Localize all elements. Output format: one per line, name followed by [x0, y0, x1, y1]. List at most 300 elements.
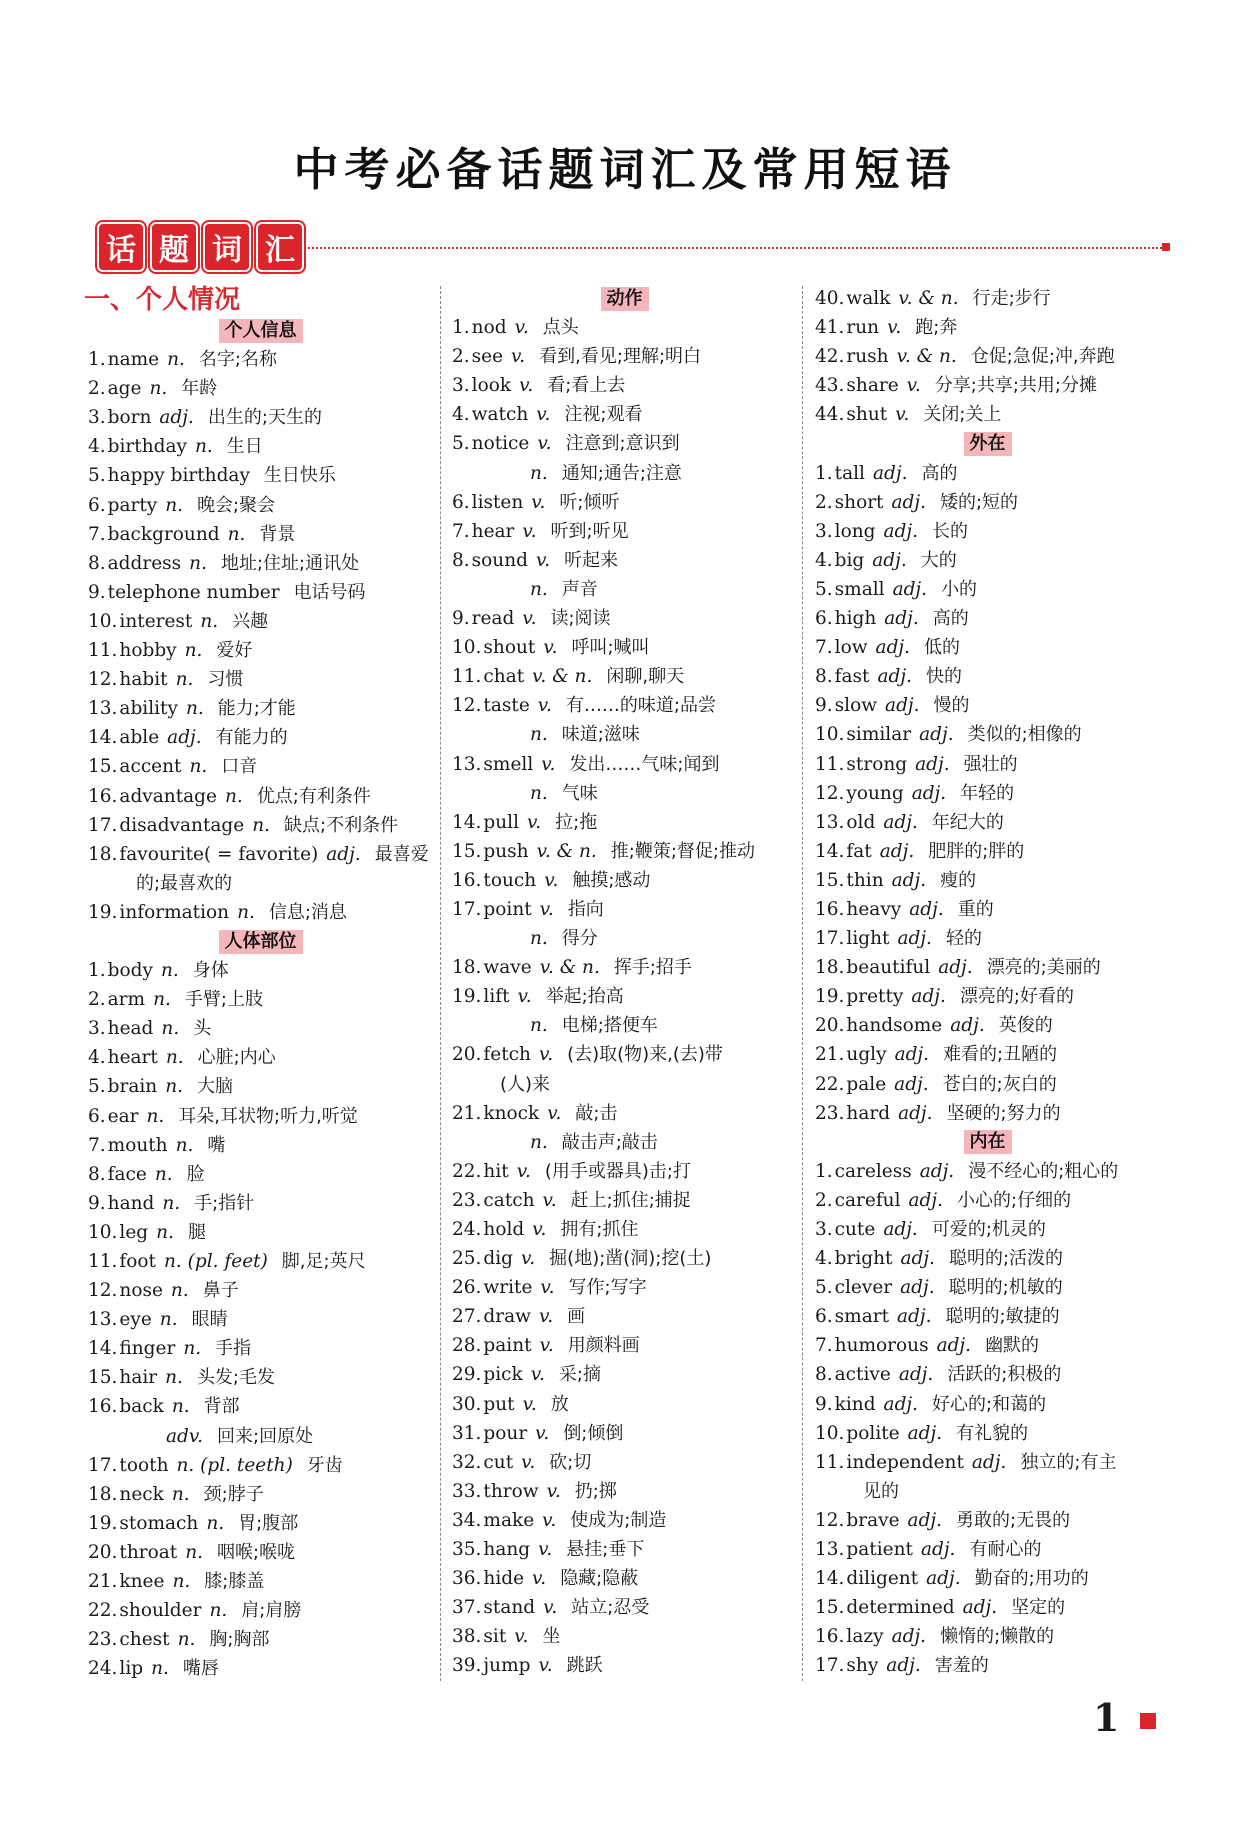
entry-word: head — [107, 1018, 154, 1040]
vocab-entry — [88, 1131, 433, 1160]
entry-word: paint — [483, 1335, 532, 1357]
entry-word: make — [483, 1509, 535, 1531]
entry-word: determined — [846, 1597, 955, 1619]
entry-pos: n. — [227, 523, 246, 545]
entry-pos: n. — [530, 1131, 548, 1153]
entry-word: hit — [483, 1160, 509, 1182]
entry-pos: v. & n. — [539, 957, 600, 979]
entry-meaning: 能力;才能 — [217, 698, 296, 720]
entry-word: hang — [483, 1539, 531, 1561]
entry-meaning: 听起来 — [564, 549, 619, 571]
entry-number: 4. — [815, 549, 833, 571]
entry-word: sound — [471, 549, 528, 571]
vocab-entry — [815, 1448, 1160, 1477]
entry-word: background — [107, 523, 220, 545]
entry-meaning: 分享;共享;共用;分摊 — [934, 375, 1097, 397]
entry-word: address — [107, 552, 182, 574]
entry-meaning: 手指 — [215, 1338, 252, 1360]
entry-pos: n. — [224, 785, 243, 807]
vocab-entry — [88, 1072, 433, 1101]
entry-word: see — [471, 346, 504, 368]
entry-meaning: 牙齿 — [306, 1454, 343, 1476]
entry-number: 31. — [452, 1422, 482, 1444]
vocab-entry — [452, 1040, 797, 1069]
entry-number: 28. — [452, 1335, 482, 1357]
entry-number: 23. — [815, 1102, 845, 1124]
entry-number: 4. — [88, 1047, 106, 1069]
entry-word: stomach — [119, 1512, 199, 1534]
entry-meaning: 见的 — [863, 1480, 899, 1502]
entry-pos: n. — [177, 1629, 196, 1651]
entry-number: 17. — [452, 898, 482, 920]
entry-meaning: 类似的;相像的 — [967, 724, 1082, 746]
entry-pos: n. — [165, 1367, 183, 1389]
entry-word: eye — [119, 1309, 152, 1331]
vocab-entry — [88, 491, 433, 520]
vocab-entry — [815, 488, 1160, 517]
entry-pos: v. — [543, 1597, 558, 1619]
entry-word: nose — [119, 1280, 163, 1302]
entry-word: push — [483, 840, 529, 862]
entry-word: chest — [119, 1629, 170, 1651]
entry-word: pour — [483, 1422, 528, 1444]
entry-pos: adj. — [891, 869, 927, 891]
entry-pos: v. — [538, 1306, 554, 1328]
entry-pos: n. — [159, 1309, 178, 1331]
entry-word: accent — [119, 756, 182, 778]
vocab-entry — [815, 1186, 1160, 1215]
entry-pos: v. — [535, 1422, 550, 1444]
entry-word: birthday — [107, 436, 187, 458]
subsection-heading — [815, 1128, 1160, 1157]
vocab-entry — [815, 604, 1160, 633]
entry-number: 4. — [452, 404, 470, 426]
entry-pos: v. — [539, 1335, 554, 1357]
entry-meaning: 英俊的 — [998, 1015, 1053, 1037]
vocab-entry — [88, 782, 433, 811]
entry-word: pull — [483, 811, 520, 833]
vocab-entry — [452, 400, 797, 429]
entry-number: 12. — [88, 669, 118, 691]
entry-pos: v. — [547, 1102, 562, 1124]
vocab-entry — [452, 517, 797, 546]
entry-number: 7. — [815, 637, 833, 659]
entry-pos: adj. — [915, 753, 950, 775]
entry-meaning: 读;阅读 — [550, 608, 611, 630]
vocab-entry — [452, 1622, 797, 1651]
entry-meaning: 矮的;短的 — [939, 491, 1019, 513]
entry-meaning: 脚,足;英尺 — [281, 1251, 366, 1272]
entry-pos: v. — [521, 1451, 536, 1473]
entry-meaning: 胃;腹部 — [238, 1512, 299, 1534]
entry-pos: v. — [538, 1044, 554, 1066]
entry-pos: adj. — [885, 695, 920, 717]
entry-number: 21. — [452, 1102, 482, 1124]
entry-number: 11. — [452, 666, 482, 688]
entry-number: 2. — [815, 1189, 833, 1211]
entry-pos: n. — [161, 1018, 180, 1040]
entry-word: light — [846, 928, 890, 950]
entry-word: advantage — [119, 785, 217, 807]
entry-meaning: 苍白的;灰白的 — [942, 1073, 1057, 1095]
entry-pos: v. — [887, 317, 902, 339]
vocab-entry — [452, 633, 797, 662]
banner-dotted-line — [300, 247, 1162, 249]
entry-word: handsome — [846, 1015, 943, 1037]
entry-number: 14. — [815, 1568, 845, 1590]
vocab-entry — [88, 1363, 433, 1392]
entry-meaning: 背景 — [259, 523, 296, 545]
entry-meaning: 电梯;搭便车 — [561, 1015, 658, 1037]
vocab-entry — [815, 459, 1160, 488]
entry-meaning: 缺点;不利条件 — [284, 814, 399, 836]
entry-word: ear — [107, 1105, 139, 1127]
vocab-entry — [452, 1244, 797, 1273]
entry-pos: n. (pl. feet) — [163, 1251, 268, 1272]
entry-number: 1. — [452, 317, 470, 339]
vocab-entry — [815, 1215, 1160, 1244]
entry-pos: adj. — [897, 928, 932, 950]
vocab-entry — [815, 1564, 1160, 1593]
entry-pos: adj. — [879, 840, 915, 862]
entry-meaning: 电话号码 — [293, 581, 366, 603]
entry-word: smart — [834, 1306, 889, 1328]
entry-number: 10. — [815, 724, 845, 746]
entry-number: 7. — [88, 1134, 106, 1156]
entry-number: 13. — [815, 811, 845, 833]
entry-word: careless — [834, 1160, 912, 1182]
vocab-entry — [452, 953, 797, 982]
entry-number: 8. — [452, 549, 470, 571]
vocab-entry — [88, 607, 433, 636]
entry-number: 5. — [88, 465, 106, 487]
entry-meaning: 有礼貌的 — [956, 1422, 1029, 1444]
entry-meaning: 发出……气味;闻到 — [569, 753, 720, 775]
vocab-entry — [452, 662, 797, 691]
entry-meaning: 兴趣 — [232, 610, 269, 632]
entry-pos: adj. — [875, 637, 911, 659]
entry-word: careful — [834, 1189, 901, 1211]
entry-pos: v. — [544, 869, 559, 891]
entry-pos: adj. — [872, 549, 907, 571]
vocab-entry — [88, 1247, 433, 1276]
entry-word: beautiful — [846, 957, 931, 979]
entry-pos: adj. — [894, 1044, 930, 1066]
entry-pos: n. — [175, 1134, 194, 1156]
entry-meaning: 站立;忍受 — [571, 1597, 650, 1619]
entry-pos: v. — [514, 317, 529, 339]
entry-number: 9. — [88, 1192, 106, 1214]
entry-pos: v. — [539, 898, 554, 920]
column-divider — [440, 286, 441, 1681]
entry-meaning: 鼻子 — [202, 1280, 239, 1302]
entry-number: 17. — [88, 814, 118, 836]
entry-number: 24. — [452, 1219, 482, 1240]
entry-pos: v. — [522, 520, 537, 542]
entry-meaning: 年龄 — [181, 378, 218, 400]
entry-number: 22. — [452, 1160, 482, 1182]
entry-number: 4. — [815, 1248, 833, 1270]
entry-meaning: 勇敢的;无畏的 — [956, 1509, 1071, 1531]
vocab-entry — [88, 549, 433, 578]
entry-meaning: 漂亮的;好看的 — [959, 986, 1074, 1008]
vocab-entry — [815, 1273, 1160, 1302]
entry-word: listen — [471, 491, 524, 513]
entry-word: stand — [483, 1597, 536, 1619]
entry-meaning: 坐 — [542, 1626, 561, 1648]
entry-pos: adj. — [891, 491, 926, 513]
entry-number: 17. — [88, 1454, 118, 1476]
vocab-column-1 — [84, 284, 433, 1683]
entry-meaning: 快的 — [925, 666, 962, 688]
entry-pos: adj. — [900, 1248, 935, 1270]
vocab-entry — [452, 750, 797, 779]
entry-pos: v. — [537, 695, 552, 717]
subsection-heading — [88, 316, 433, 345]
entry-word: long — [834, 520, 876, 542]
entry-word: lift — [483, 986, 510, 1008]
entry-pos: adj. — [936, 1335, 972, 1357]
entry-pos: adj. — [892, 578, 928, 600]
page-number: 1 — [1093, 1695, 1120, 1740]
entry-pos: n. — [530, 928, 548, 950]
entry-word: able — [119, 727, 160, 749]
entry-word: hide — [483, 1568, 525, 1590]
entry-meaning: 的;最喜欢的 — [136, 872, 233, 894]
vocab-entry — [815, 400, 1160, 429]
vocab-entry — [452, 488, 797, 517]
entry-word: hold — [483, 1219, 525, 1240]
entry-pos: n. — [160, 960, 179, 982]
entry-word: shut — [846, 404, 888, 426]
vocab-entry — [815, 1593, 1160, 1622]
entry-number: 20. — [88, 1541, 118, 1563]
vocab-entry — [88, 578, 433, 607]
entry-pos: v. — [531, 491, 546, 513]
entry-word: walk — [846, 288, 891, 309]
page-number-square — [1140, 1713, 1156, 1729]
entry-meaning: 懒惰的;懒散的 — [940, 1626, 1055, 1648]
entry-pos: adj. — [894, 1073, 929, 1095]
vocab-entry — [88, 1509, 433, 1538]
entry-meaning: 高的 — [932, 608, 969, 630]
vocab-entry — [88, 985, 433, 1014]
vocab-entry — [452, 1331, 797, 1360]
entry-number: 9. — [88, 581, 106, 603]
entry-word: throw — [483, 1480, 539, 1502]
entry-meaning: 脸 — [186, 1163, 205, 1185]
entry-number: 34. — [452, 1509, 482, 1531]
vocab-entry — [815, 837, 1160, 866]
vocab-entry — [815, 1535, 1160, 1564]
entry-meaning: 小心的;仔细的 — [957, 1189, 1072, 1211]
vocab-entry — [88, 1625, 433, 1654]
entry-meaning: 最喜爱 — [374, 843, 429, 865]
entry-meaning: 有耐心的 — [969, 1539, 1042, 1561]
entry-word: foot — [119, 1251, 156, 1272]
entry-meaning: 好心的;和蔼的 — [932, 1393, 1047, 1415]
entry-number: 41. — [815, 317, 845, 339]
entry-word: disadvantage — [119, 814, 245, 836]
entry-number: 5. — [815, 578, 833, 600]
entry-meaning: 闲聊,聊天 — [606, 666, 685, 688]
entry-meaning: 砍;切 — [549, 1451, 592, 1473]
entry-number: 23. — [88, 1629, 118, 1651]
vocab-entry — [88, 1218, 433, 1247]
entry-word: hear — [471, 520, 515, 542]
entry-meaning: 生日快乐 — [263, 465, 336, 487]
entry-meaning: 害羞的 — [934, 1655, 989, 1677]
vocab-entry — [815, 750, 1160, 779]
vocab-entry — [452, 546, 797, 575]
entry-number: 13. — [452, 753, 482, 775]
entry-pos: n. — [237, 901, 255, 923]
vocab-entry — [815, 779, 1160, 808]
entry-word: catch — [483, 1189, 535, 1211]
entry-pos: n. — [183, 1338, 202, 1360]
vocab-entry — [452, 1186, 797, 1215]
entry-word: cut — [483, 1451, 514, 1473]
entry-meaning: 放 — [550, 1393, 569, 1415]
entry-word: bright — [834, 1248, 893, 1270]
entry-word: old — [846, 811, 876, 833]
entry-word: touch — [483, 869, 537, 891]
vocab-entry — [815, 1331, 1160, 1360]
entry-word: face — [107, 1163, 147, 1185]
entry-number: 8. — [815, 1364, 833, 1386]
entry-number: 1. — [88, 960, 106, 982]
entry-number: 2. — [88, 378, 106, 400]
entry-word: arm — [107, 989, 146, 1011]
entry-number: 22. — [88, 1600, 118, 1622]
entry-meaning: 敲;击 — [575, 1102, 618, 1124]
entry-meaning: 仓促;急促;冲,奔跑 — [970, 346, 1115, 368]
entry-number: 5. — [88, 1076, 106, 1098]
entry-meaning: 使成为;制造 — [570, 1509, 667, 1531]
entry-number: 20. — [452, 1044, 482, 1066]
entry-word: hair — [119, 1367, 158, 1389]
vocab-column-3 — [815, 284, 1160, 1681]
entry-number: 21. — [88, 1571, 118, 1593]
entry-pos: v. — [535, 549, 551, 571]
vocab-entry — [88, 432, 433, 461]
entry-word: pretty — [846, 986, 904, 1008]
entry-pos: n. — [162, 1192, 181, 1214]
entry-word: write — [483, 1277, 533, 1299]
entry-word: lazy — [846, 1626, 884, 1648]
entry-pos: n. — [530, 724, 548, 746]
entry-meaning: 肩;肩膀 — [241, 1600, 302, 1622]
entry-pos: v. — [537, 433, 552, 455]
entry-pos: n. — [200, 610, 219, 632]
vocab-entry — [88, 1305, 433, 1334]
vocab-entry — [88, 1567, 433, 1596]
entry-word: point — [483, 898, 532, 920]
vocab-entry — [815, 575, 1160, 604]
vocab-entry — [815, 1244, 1160, 1273]
entry-number: 8. — [88, 1163, 106, 1185]
entry-number: 3. — [452, 375, 470, 397]
entry-meaning: 耳朵,耳状物;听力,听觉 — [178, 1105, 358, 1127]
entry-pos: adj. — [950, 1015, 985, 1037]
entry-pos: n. — [175, 669, 194, 691]
entry-pos: adj. — [159, 407, 194, 429]
vocab-entry — [88, 1276, 433, 1305]
entry-word: run — [846, 317, 880, 339]
vocab-entry — [452, 1535, 797, 1564]
entry-meaning: 气味 — [561, 782, 598, 804]
entry-number: 15. — [815, 1597, 845, 1619]
entry-number: 5. — [452, 433, 470, 455]
entry-word: draw — [483, 1306, 531, 1328]
vocab-entry — [815, 313, 1160, 342]
subsection-label: 个人信息 — [219, 319, 303, 343]
entry-number: 2. — [88, 989, 106, 1011]
entry-number: 30. — [452, 1393, 482, 1415]
entry-number: 24. — [88, 1658, 118, 1680]
vocab-entry — [452, 779, 797, 808]
entry-meaning: 听到;听见 — [550, 520, 629, 542]
entry-meaning: 注意到;意识到 — [565, 433, 680, 455]
entry-word: ugly — [846, 1044, 887, 1066]
vocab-entry — [815, 1390, 1160, 1419]
entry-pos: v. — [514, 1626, 529, 1648]
entry-number: 21. — [815, 1044, 845, 1066]
entry-number: 16. — [815, 898, 845, 920]
entry-meaning: 出生的;天生的 — [207, 407, 322, 429]
entry-word: wave — [483, 957, 532, 979]
entry-number: 6. — [815, 608, 833, 630]
vocab-entry — [88, 1102, 433, 1131]
entry-word: telephone number — [107, 581, 280, 603]
subsection-label: 动作 — [601, 287, 649, 311]
entry-pos: adj. — [907, 1509, 943, 1531]
entry-pos: n. — [172, 1571, 191, 1593]
entry-word: sit — [483, 1626, 507, 1648]
entry-number: 33. — [452, 1480, 482, 1502]
entry-number: 8. — [815, 666, 833, 688]
vocab-entry — [452, 691, 797, 720]
entry-pos: adj. — [971, 1451, 1007, 1473]
entry-word: look — [471, 375, 512, 397]
entry-pos: adj. — [926, 1568, 961, 1590]
entry-meaning: 挥手;招手 — [613, 957, 692, 979]
entry-word: high — [834, 608, 877, 630]
entry-pos: adj. — [883, 811, 918, 833]
entry-number: 6. — [452, 491, 470, 513]
entry-word: chat — [483, 666, 525, 688]
entry-pos: n. — [154, 1163, 173, 1185]
entry-pos: v. — [538, 1539, 553, 1561]
entry-pos: v. — [519, 375, 534, 397]
vocab-entry — [815, 1622, 1160, 1651]
entry-word: big — [834, 549, 865, 571]
entry-pos: v. — [517, 986, 532, 1008]
entry-pos: n. — [189, 756, 208, 778]
entry-number: 39. — [452, 1655, 482, 1677]
entry-meaning: 嘴 — [207, 1134, 226, 1156]
entry-number: 13. — [815, 1539, 845, 1561]
entry-number: 5. — [815, 1277, 833, 1299]
entry-number: 19. — [815, 986, 845, 1008]
entry-number: 7. — [815, 1335, 833, 1357]
entry-meaning: 隐藏;隐蔽 — [560, 1568, 639, 1590]
entry-number: 38. — [452, 1626, 482, 1648]
vocab-entry — [815, 1506, 1160, 1535]
entry-pos: n. — [530, 578, 548, 600]
entry-word: polite — [846, 1422, 900, 1444]
entry-meaning: 触摸;感动 — [572, 869, 651, 891]
